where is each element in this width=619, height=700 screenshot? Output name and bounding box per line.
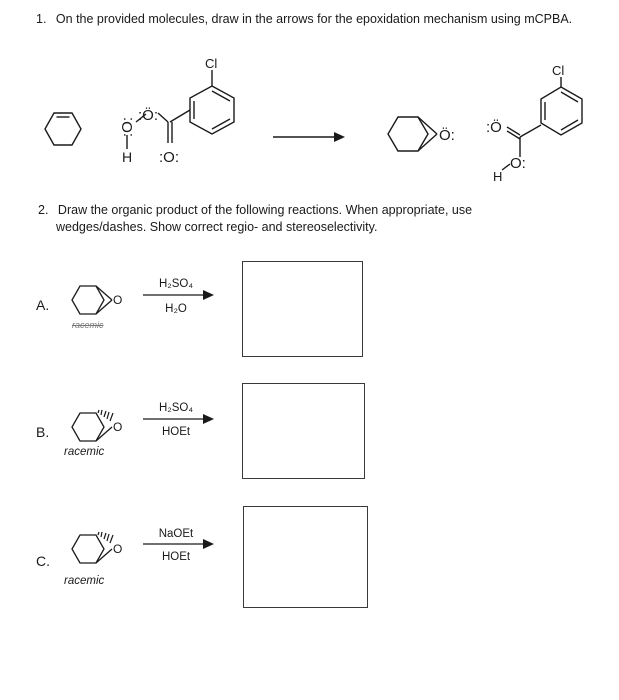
cl-label-left: Cl xyxy=(205,56,218,71)
cl-label-right: Cl xyxy=(552,63,565,78)
question-2-text-line1: Draw the organic product of the following reactions. When appropriate, use xyxy=(57,203,473,217)
carbonyl-o: :O: xyxy=(159,149,180,166)
reaction-c-label: C. xyxy=(36,553,50,569)
question-1-number: 1. xyxy=(36,12,47,26)
hydrogen-right: H xyxy=(493,169,503,184)
question-1-text: On the provided molecules, draw in the arrows for the epoxidation mechanism using mCPBA. xyxy=(55,12,573,26)
reaction-a-reagent-top: H₂SO₄ xyxy=(158,278,194,290)
answer-box-a[interactable] xyxy=(242,261,363,357)
epoxide-o-b: O xyxy=(113,420,123,434)
peroxide-o-upper: :Ö: xyxy=(138,107,159,124)
hydroxyl-o: O: xyxy=(510,155,526,172)
product-carbonyl-o: :Ö xyxy=(486,119,502,136)
epoxide-o-c: O xyxy=(113,542,123,556)
epoxide-o: Ö: xyxy=(439,127,455,144)
peroxide-o-lower: :O: xyxy=(119,116,136,137)
answer-box-b[interactable] xyxy=(242,383,365,479)
reaction-b-reagent-bottom: HOEt xyxy=(161,426,191,438)
answer-box-c[interactable] xyxy=(243,506,368,608)
reaction-c-reagent-bottom: HOEt xyxy=(161,551,191,563)
reaction-c-reagent-top: NaOEt xyxy=(158,528,194,540)
reaction-b-label: B. xyxy=(36,424,50,440)
question-2-number: 2. xyxy=(38,203,49,217)
reaction-a-note-crossed: racemic xyxy=(72,320,104,330)
reaction-a-label: A. xyxy=(36,297,50,313)
reaction-b-note: racemic xyxy=(64,446,105,458)
hydrogen-left: H xyxy=(122,149,133,165)
reaction-b-reagent-top: H₂SO₄ xyxy=(158,402,194,414)
epoxide-o-a: O xyxy=(113,293,123,307)
question-2-text-line2: wedges/dashes. Show correct regio- and stereoselectivity. xyxy=(56,220,378,234)
reaction-a-reagent-bottom: H₂O xyxy=(165,303,187,315)
reaction-c-note: racemic xyxy=(64,575,105,587)
